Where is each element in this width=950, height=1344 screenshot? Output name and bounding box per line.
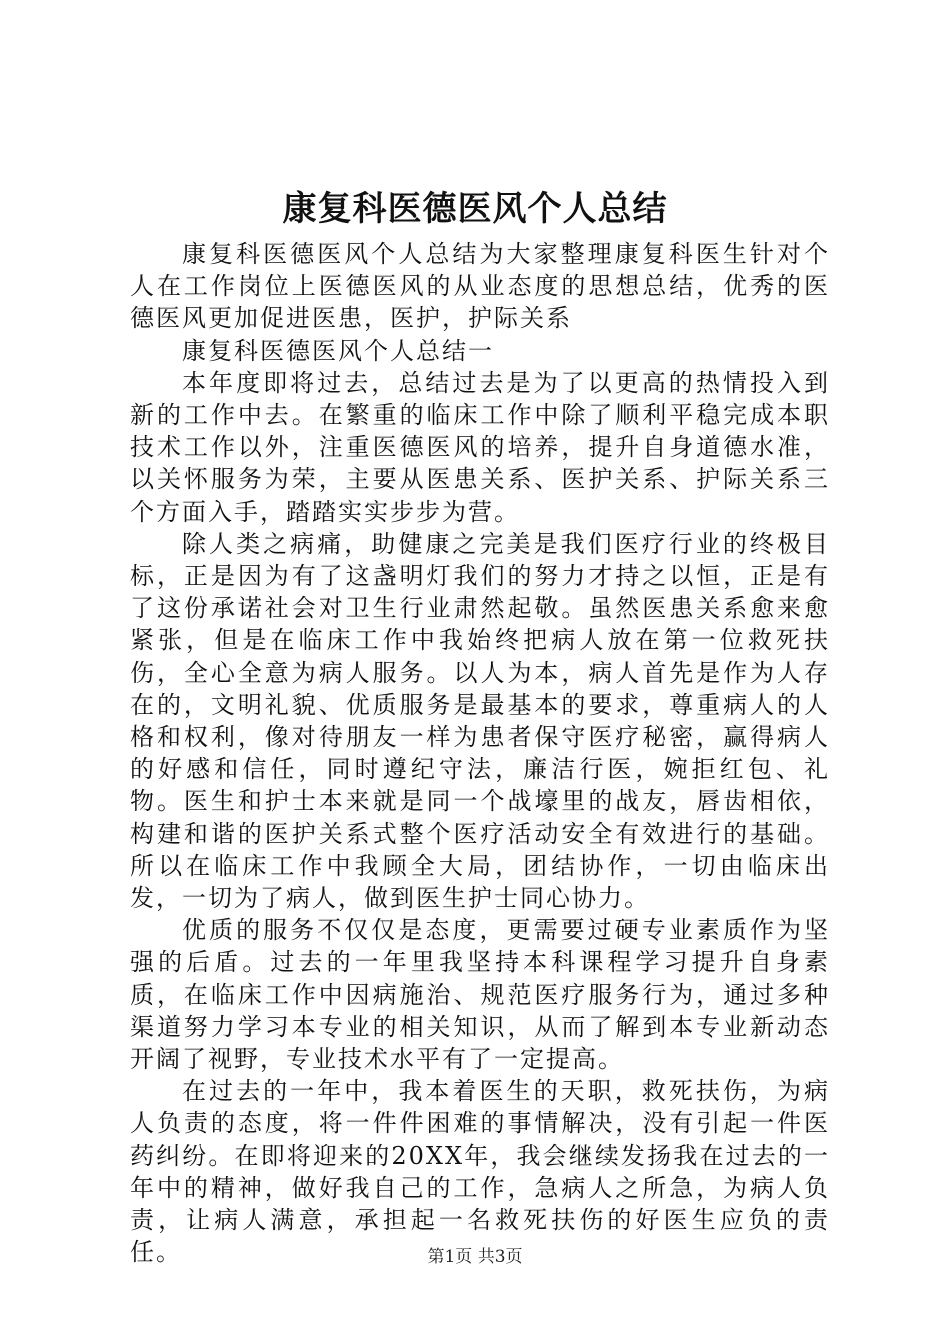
body-paragraph: 在过去的一年中，我本着医生的天职，救死扶伤，为病人负责的态度，将一件件困难的事情解决，没有引起一件医药纠纷。在即将迎来的20XX年，我会继续发扬我在过去的一年中的精神，做好我自己的工作，急病人之所急，为病人负责，让病人满意，承担起一名救死扶伤的好医生应负的责任。 bbox=[130, 1077, 830, 1267]
section-heading: 康复科医德医风个人总结一 bbox=[182, 336, 494, 365]
body-paragraph: 本年度即将过去，总结过去是为了以更高的热情投入到新的工作中去。在繁重的临床工作中除了顺利平稳完成本职技术工作以外，注重医德医风的培养，提升自身道德水准，以关怀服务为荣，主要从医患关系、医护关系、护际关系三个方面入手，踏踏实实步步为营。 bbox=[130, 368, 830, 526]
intro-paragraph: 康复科医德医风个人总结为大家整理康复科医生针对个人在工作岗位上医德医风的从业态度的思想总结，优秀的医德医风更加促进医患，医护，护际关系 bbox=[130, 240, 830, 333]
page-number-footer: 第1页 共3页 bbox=[427, 1247, 523, 1267]
body-paragraph: 除人类之病痛，助健康之完美是我们医疗行业的终极目标，正是因为有了这盏明灯我们的努力才持之以恒，正是有了这份承诺社会对卫生行业肃然起敬。虽然医患关系愈来愈紧张，但是在临床工作中我始终把病人放在第一位救死扶伤，全心全意为病人服务。以人为本，病人首先是作为人存在的，文明礼貌、优质服务是最基本的要求，尊重病人的人格和权利，像对待朋友一样为患者保守医疗秘密，赢得病人的好感和信任，同时遵纪守法，廉洁行医，婉拒红包、礼物。医生和护士本来就是同一个战壕里的战友，唇齿相依，构建和谐的医护关系式整个医疗活动安全有效进行的基础。所以在临床工作中我顾全大局，团结协作，一切由临床出发，一切为了病人，做到医生护士同心协力。 bbox=[130, 529, 830, 913]
document-title: 康复科医德医风个人总结 bbox=[282, 189, 668, 229]
document-body bbox=[130, 238, 830, 1269]
body-paragraph: 优质的服务不仅仅是态度，更需要过硬专业素质作为坚强的后盾。过去的一年里我坚持本科课程学习提升自身素质，在临床工作中因病施治、规范医疗服务行为，通过多种渠道努力学习本专业的相关知识，从而了解到本专业新动态开阔了视野，专业技术水平有了一定提高。 bbox=[130, 916, 830, 1074]
